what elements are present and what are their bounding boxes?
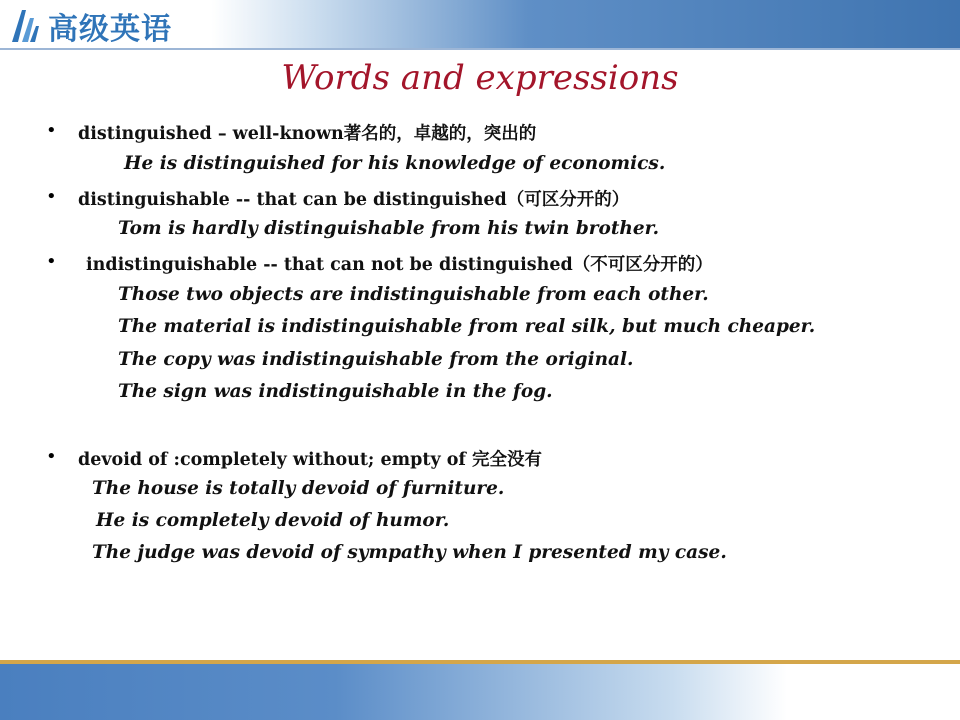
- example-sentence: Tom is hardly distinguishable from his twin brother.: [118, 218, 660, 239]
- entry-heading: indistinguishable -- that can not be distinguished（不可区分开的）: [86, 255, 713, 275]
- example-sentence: The judge was devoid of sympathy when I presented my case.: [92, 542, 727, 563]
- bullet: •: [46, 446, 57, 467]
- entry-heading: distinguished – well-known著名的，卓越的，突出的: [78, 124, 537, 144]
- example-sentence: The sign was indistinguishable in the fog.: [118, 381, 553, 402]
- footer-banner: [0, 664, 960, 720]
- example-sentence: The copy was indistinguishable from the original.: [118, 349, 634, 370]
- entry-heading: devoid of :completely without; empty of 完全没有: [78, 450, 543, 470]
- slide-title: Words and expressions: [281, 58, 679, 98]
- header-divider: [0, 48, 960, 50]
- bullet: •: [46, 120, 57, 141]
- example-sentence: The house is totally devoid of furniture.: [92, 478, 505, 499]
- example-sentence: Those two objects are indistinguishable from each other.: [118, 284, 709, 305]
- example-sentence: The material is indistinguishable from real silk, but much cheaper.: [118, 316, 816, 337]
- bullet: •: [46, 186, 57, 207]
- example-sentence: He is distinguished for his knowledge of economics.: [124, 153, 666, 174]
- entry-heading: distinguishable -- that can be distinguished（可区分开的）: [78, 190, 630, 210]
- example-sentence: He is completely devoid of humor.: [96, 510, 450, 531]
- bullet: •: [46, 251, 57, 272]
- logo-icon: [8, 6, 42, 44]
- logo-text: 高级英语: [48, 12, 172, 47]
